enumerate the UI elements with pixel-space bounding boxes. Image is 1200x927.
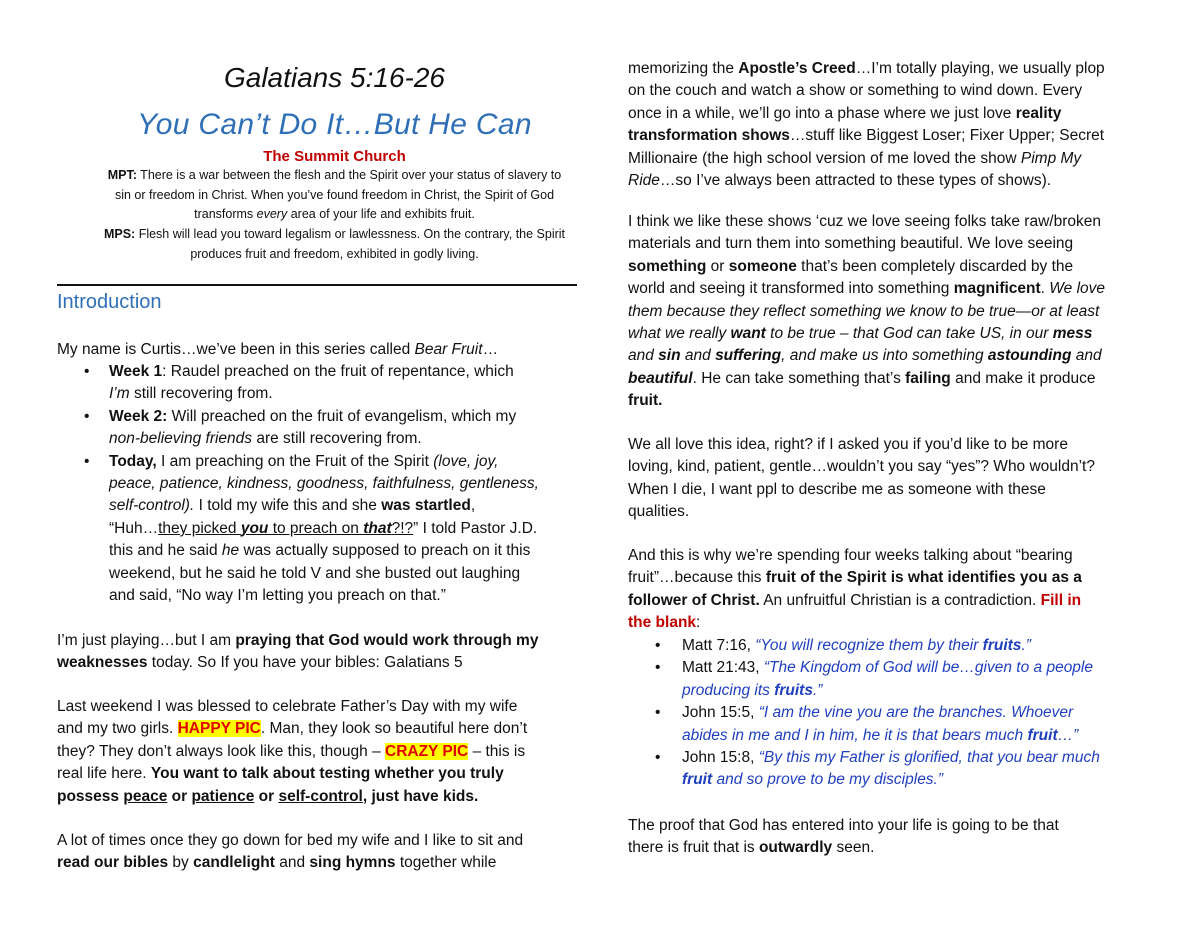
mpt-line: There is a war between the flesh and the Spirit over your status of slavery to <box>136 168 562 182</box>
text-run: I am preaching on the Fruit of the Spirit <box>156 452 434 470</box>
text-run: fruit of the Spirit is what identifies you as a <box>765 569 1082 587</box>
bullet-icon: • <box>84 407 90 425</box>
verse-text: abides in me and I in him, he it is that bears much <box>682 726 1028 744</box>
verse-text: “The Kingdom of God will be…given to a people <box>763 659 1093 677</box>
bullet-icon: • <box>655 704 661 722</box>
text-run: sin <box>658 347 681 365</box>
text-run: he <box>221 542 240 560</box>
text-run: loving, kind, patient, gentle…wouldn’t you say “yes”? Who wouldn’t? <box>628 458 1095 476</box>
text-run: …I’m totally playing, we usually plop <box>855 60 1105 77</box>
list-item <box>628 657 1148 702</box>
verse-text: .” <box>812 681 823 699</box>
text-run: this and he said <box>109 542 222 560</box>
text-run: memorizing the <box>628 60 739 77</box>
text-run: …so I’ve always been attracted to these types of shows). <box>659 172 1052 190</box>
text-run: there is fruit that is <box>628 839 759 857</box>
text-run: that’s been completely discarded by the <box>796 257 1074 275</box>
text-run: mess <box>1052 325 1093 343</box>
text-run: I think we like these shows ‘cuz we love seeing folks take raw/broken <box>628 213 1101 230</box>
list-item <box>57 451 579 608</box>
text-run: what we really <box>628 325 731 343</box>
happy-pic-cue: HAPPY PIC <box>177 720 261 738</box>
page-title: Galatians 5:16-26 <box>223 62 446 93</box>
text-run: candlelight <box>193 854 275 872</box>
verse-text: fruit <box>682 771 713 789</box>
main-point-text <box>57 166 612 225</box>
text-run: And this is why we’re spending four weeks talking about “bearing <box>628 547 1073 564</box>
text-run: praying that God would work through my <box>235 632 539 649</box>
verse-text: …” <box>1057 726 1079 744</box>
text-run: Will preached on the fruit of evangelism, which my <box>167 407 517 425</box>
text-run: (love, joy, <box>433 452 499 470</box>
text-run: sing hymns <box>309 854 396 872</box>
verse-text: “By this my Father is glorified, that you bear much <box>758 749 1100 767</box>
bullet-icon: • <box>655 637 661 654</box>
text-run: and <box>1071 347 1102 365</box>
text-run: seen. <box>832 839 875 857</box>
weeks-list <box>57 361 579 607</box>
text-run: ?!? <box>391 519 414 537</box>
text-run: possess <box>57 787 124 805</box>
fill-in-cue: the blank <box>628 614 697 632</box>
text-run: I’m <box>109 385 130 403</box>
text-run: We all love this idea, right? if I asked you if you’d like to be more <box>628 436 1068 453</box>
text-run: they picked <box>158 519 241 537</box>
list-item <box>57 361 579 406</box>
paragraph-last-weekend <box>57 696 527 808</box>
text-run: qualities. <box>628 503 690 521</box>
bullet-icon: • <box>84 363 90 380</box>
verse-reference: John 15:5, <box>682 704 759 722</box>
text-run: and <box>628 347 659 365</box>
text-run: fruit. <box>628 392 663 410</box>
text-run: astounding <box>987 347 1072 365</box>
verse-text: “I am the vine you are the branches. Whoever <box>758 704 1074 722</box>
text-run: once in a while, we’ll go into a phase where we just love <box>628 104 1016 122</box>
series-name: Bear Fruit <box>414 341 483 358</box>
text-run: to be true – that God can take US, in our <box>765 325 1053 343</box>
text-run: to preach on <box>268 519 364 537</box>
text-run: and <box>274 854 310 872</box>
verse-text: fruits <box>982 637 1022 654</box>
list-item <box>57 406 579 451</box>
text-run: fruit”…because this <box>628 569 766 587</box>
text-run: reality <box>1015 104 1062 122</box>
verse-text: fruits <box>774 681 813 699</box>
text-run: are still recovering from. <box>252 430 422 448</box>
mpt-emph: every <box>256 207 288 221</box>
mps-line: produces fruit and freedom, exhibited in godly living. <box>190 246 479 261</box>
text-run: You want to talk about testing whether you truly <box>150 765 504 783</box>
text-run: : <box>696 614 701 632</box>
text-run: together while <box>395 854 497 872</box>
mps-label: MPS: <box>103 227 136 241</box>
paragraph-proof <box>628 815 1059 860</box>
verse-text: “You will recognize them by their <box>755 637 983 654</box>
text-run: . He can take something that’s <box>692 369 906 387</box>
text-run: or <box>254 787 279 805</box>
crazy-pic-cue: CRAZY PIC <box>385 742 469 760</box>
text-run: and said, “No way I’m letting you preach on that.” <box>109 587 446 605</box>
text-run: weaknesses <box>57 654 148 672</box>
text-run: beautiful <box>628 369 693 387</box>
text-run: or <box>706 257 729 275</box>
paragraph-playing <box>57 630 538 675</box>
bullet-icon: • <box>655 659 661 677</box>
text-run: or <box>167 787 192 805</box>
text-run: they? They don’t always look like this, though – <box>57 742 385 760</box>
list-item <box>628 747 1148 792</box>
text-run: peace, patience, kindness, goodness, faithfulness, gentleness, <box>109 475 539 493</box>
paragraph-bedtime <box>57 830 523 875</box>
text-run: you <box>240 519 269 537</box>
text-run: Millionaire (the high school version of me loved the show <box>628 149 1021 167</box>
church-name: The Summit Church <box>263 148 406 165</box>
text-run: patience <box>191 787 255 805</box>
text-run: failing <box>905 369 951 387</box>
verse-reference: John 15:8, <box>682 749 759 767</box>
week-label: Week 1 <box>109 363 163 380</box>
text-run: world and seeing it transformed into something <box>628 280 954 298</box>
paragraph-transformation <box>628 211 1105 413</box>
list-item <box>628 635 1148 657</box>
text-run: that <box>363 519 392 537</box>
text-run: , <box>470 497 476 515</box>
text-run: I’m just playing…but I am <box>57 632 236 649</box>
text-run: today. So If you have your bibles: Galatians 5 <box>147 654 463 672</box>
text-run: , just have kids. <box>362 787 479 805</box>
paragraph-qualities <box>628 434 1095 524</box>
verse-reference: Matt 21:43, <box>682 659 764 677</box>
text-run: : Raudel preached on the fruit of repentance, which <box>162 363 514 380</box>
text-run: non-believing friends <box>109 430 253 448</box>
list-item <box>628 702 1148 747</box>
text-run: and <box>680 347 716 365</box>
text-run: I told my wife this and she <box>194 497 382 515</box>
mps-line: Flesh will lead you toward legalism or lawlessness. On the contrary, the Spirit <box>135 227 566 241</box>
page-subtitle: You Can’t Do It…But He Can <box>137 108 532 141</box>
text-run: . We love seeing <box>958 235 1074 253</box>
text-run: materials and turn them into something beautiful <box>628 235 959 253</box>
text-run: We love <box>1049 280 1106 298</box>
text-run: still recovering from. <box>129 385 273 403</box>
verse-reference: Matt 7:16, <box>682 637 756 654</box>
text-run: transformation shows <box>628 127 790 145</box>
week-label: Today, <box>109 452 157 470</box>
text-run: and make it produce <box>950 369 1096 387</box>
text-run: . Man, they look so beautiful here don’t <box>260 720 528 738</box>
mpt-label: MPT: <box>107 168 137 182</box>
text-run: When I die, I want ppl to describe me as someone with these <box>628 480 1046 498</box>
verse-text: .” <box>1021 637 1031 654</box>
text-run: A lot of times once they go down for bed my wife and I like to sit and <box>57 832 524 849</box>
text-run: An unfruitful Christian is a contradiction. <box>759 591 1041 609</box>
text-run: My name is Curtis…we’ve been in this series called <box>57 341 415 358</box>
text-run: by <box>168 854 194 872</box>
intro-opening <box>57 339 498 361</box>
text-run: want <box>730 325 766 343</box>
text-run: , and make us into something <box>781 347 988 365</box>
text-run: . <box>1040 280 1050 298</box>
text-run: Apostle’s Creed <box>738 60 856 77</box>
paragraph-bearing-fruit <box>628 545 1082 635</box>
text-run: on the couch and watch a show or something to wind down. Every <box>628 82 1083 100</box>
section-divider <box>57 284 577 286</box>
text-run: was startled <box>381 497 471 515</box>
text-run: them because they reflect something we know to be true—or at least <box>628 302 1100 320</box>
text-run: Pimp My <box>1020 149 1082 167</box>
text-run: weekend, but he said he told V and she busted out laughing <box>109 564 521 582</box>
text-run: real life here. <box>57 765 151 783</box>
verse-list <box>628 635 1148 792</box>
text-run: outwardly <box>758 839 833 857</box>
text-run: Ride <box>628 172 660 190</box>
text-run: ” I told Pastor J.D. <box>413 519 538 537</box>
mpt-line: area of your life and exhibits fruit. <box>287 207 475 221</box>
verse-text: fruit <box>1027 726 1058 744</box>
text-run: self-control <box>278 787 363 805</box>
mpt-line: sin or freedom in Christ. When you’ve found freedom in Christ, the Spirit of God <box>114 187 555 202</box>
section-heading-introduction: Introduction <box>57 291 162 313</box>
text-run: someone <box>728 257 797 275</box>
text-run: something <box>628 257 707 275</box>
text-run: …stuff like Biggest Loser; Fixer Upper; Secret <box>789 127 1105 145</box>
text-run: magnificent <box>953 280 1041 298</box>
bullet-icon: • <box>84 452 90 470</box>
text-run: self-control). <box>109 497 195 515</box>
paragraph-evenings <box>628 58 1105 192</box>
text-run: was actually supposed to preach on it this <box>239 542 531 560</box>
text-run: peace <box>123 787 168 805</box>
text-run: suffering <box>715 347 782 365</box>
bullet-icon: • <box>655 749 661 767</box>
text-run: … <box>482 341 499 358</box>
text-run: read our bibles <box>57 854 169 872</box>
text-run: Last weekend I was blessed to celebrate Father’s Day with my wife <box>57 698 518 715</box>
text-run: and my two girls. <box>57 720 178 738</box>
fill-in-cue: Fill in <box>1040 591 1082 609</box>
text-run: The proof that God has entered into your life is going to be that <box>628 817 1059 834</box>
main-point-summary <box>57 225 612 264</box>
text-run: follower of Christ. <box>628 591 760 609</box>
text-run: – this is <box>468 742 526 760</box>
mpt-line: transforms <box>194 207 257 221</box>
verse-text: and so prove to be my disciples.” <box>712 771 944 789</box>
text-run: “Huh… <box>109 519 159 537</box>
verse-text: producing its <box>682 681 775 699</box>
week-label: Week 2: <box>109 407 168 425</box>
